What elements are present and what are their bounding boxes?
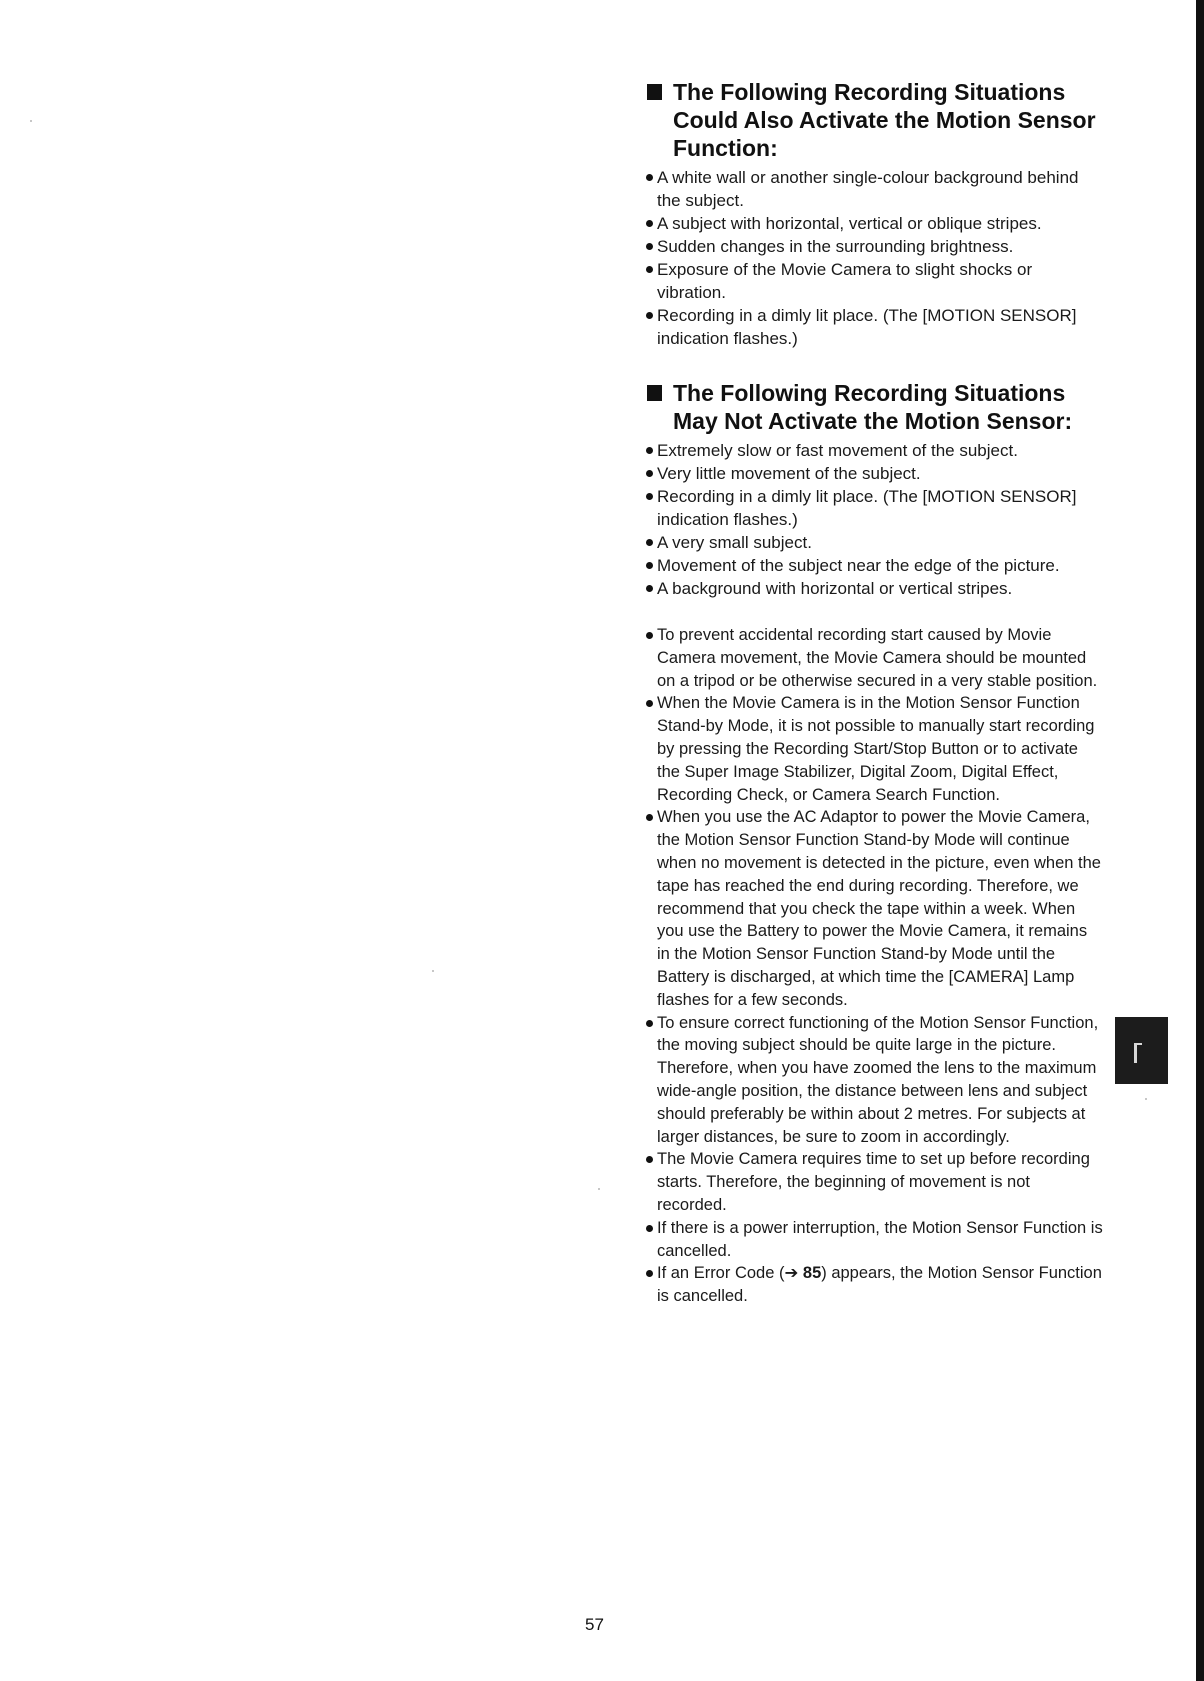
section-heading-text: The Following Recording Situations May Not Activate the Motion Sensor: [673, 380, 1073, 434]
bullet-icon [646, 266, 653, 273]
bullet-icon [646, 814, 653, 821]
error-code-suffix: ) appears, the Motion Sensor Function is cancelled. [657, 1264, 1102, 1306]
tab-marker-icon [1134, 1043, 1137, 1063]
bullet-icon [646, 539, 653, 546]
arrow-right-icon: ➔ [784, 1264, 799, 1283]
list-item [644, 554, 1104, 577]
may-not-activate-list [644, 439, 1104, 600]
list-item-text: Extremely slow or fast movement of the subject. [657, 441, 1018, 460]
list-item-text: When the Movie Camera is in the Motion Sensor Function Stand-by Mode, it is not possible to manually start recording by pressing the Recording Start/Stop Button or to activate the Super Image Stabilizer, Digital Zoom, Digital Effect, Recording Check, or Camera Search Function. [657, 694, 1095, 804]
list-item [644, 304, 1104, 350]
bullet-icon [646, 493, 653, 500]
page-content [644, 78, 1104, 1308]
list-item [644, 258, 1104, 304]
bullet-icon [646, 220, 653, 227]
list-item [644, 577, 1104, 600]
section-could-activate [644, 78, 1104, 350]
bullet-icon [646, 174, 653, 181]
list-item-text: Recording in a dimly lit place. (The [MOTION SENSOR] indication flashes.) [657, 306, 1077, 348]
list-item [644, 1012, 1104, 1149]
bullet-icon [646, 585, 653, 592]
list-item-text: Recording in a dimly lit place. (The [MOTION SENSOR] indication flashes.) [657, 487, 1077, 529]
page-number: 57 [585, 1615, 604, 1634]
list-item-text: Very little movement of the subject. [657, 464, 921, 483]
bullet-icon [646, 700, 653, 707]
black-square-icon [647, 385, 662, 401]
list-item [644, 806, 1104, 1011]
bullet-icon [646, 1156, 653, 1163]
list-item [644, 485, 1104, 531]
scan-speck [1145, 1098, 1147, 1100]
list-item [644, 462, 1104, 485]
bullet-icon [646, 470, 653, 477]
list-item [644, 1148, 1104, 1216]
error-code-prefix: If an Error Code ( [657, 1264, 785, 1283]
list-item-text: A background with horizontal or vertical stripes. [657, 579, 1013, 598]
list-item-text: A subject with horizontal, vertical or oblique stripes. [657, 214, 1042, 233]
notes-list [644, 624, 1104, 1308]
list-item [644, 692, 1104, 806]
list-item-text: Movement of the subject near the edge of the picture. [657, 556, 1060, 575]
section-heading-could-activate [644, 78, 1104, 162]
black-square-icon [647, 84, 662, 100]
section-may-not-activate [644, 379, 1104, 600]
list-item-text: A very small subject. [657, 533, 812, 552]
page-edge-shadow [1196, 0, 1204, 1681]
scan-speck [598, 1188, 600, 1190]
list-item-text: To ensure correct functioning of the Motion Sensor Function, the moving subject should be quite large in the picture. Therefore, when you have zoomed the lens to the maximum wide-angle position, the distance between lens and subject should preferably be within about 2 metres. For subjects at larger distances, be sure to zoom in accordingly. [657, 1013, 1099, 1146]
bullet-icon [646, 1020, 653, 1027]
list-item [644, 212, 1104, 235]
list-item-text: If there is a power interruption, the Motion Sensor Function is cancelled. [657, 1218, 1103, 1260]
list-item-error-code [644, 1262, 1104, 1308]
section-heading-may-not-activate [644, 379, 1104, 435]
list-item [644, 1217, 1104, 1263]
bullet-icon [646, 1270, 653, 1277]
list-item [644, 166, 1104, 212]
scan-speck [432, 970, 434, 972]
list-item [644, 235, 1104, 258]
could-activate-list [644, 166, 1104, 350]
list-item-text: Exposure of the Movie Camera to slight shocks or vibration. [657, 260, 1033, 302]
bullet-icon [646, 632, 653, 639]
list-item-text: A white wall or another single-colour background behind the subject. [657, 168, 1079, 210]
section-heading-text: The Following Recording Situations Could Also Activate the Motion Sensor Function: [673, 79, 1096, 161]
bullet-icon [646, 312, 653, 319]
notes-section [644, 624, 1104, 1308]
list-item-text: The Movie Camera requires time to set up before recording starts. Therefore, the beginning of movement is not recorded. [657, 1150, 1090, 1214]
bullet-icon [646, 447, 653, 454]
list-item [644, 624, 1104, 692]
scan-speck [30, 120, 32, 122]
chapter-thumb-tab [1115, 1017, 1168, 1084]
bullet-icon [646, 1225, 653, 1232]
list-item [644, 531, 1104, 554]
bullet-icon [646, 562, 653, 569]
list-item-text: To prevent accidental recording start caused by Movie Camera movement, the Movie Camera should be mounted on a tripod or be otherwise secured in a very stable position. [657, 626, 1098, 690]
list-item [644, 439, 1104, 462]
list-item-text: Sudden changes in the surrounding brightness. [657, 237, 1014, 256]
list-item-text: When you use the AC Adaptor to power the Movie Camera, the Motion Sensor Function Stand-by Mode will continue when no movement is detected in the picture, even when the tape has reached the end during recording. Therefore, we recommend that you check the tape within a week. When you use the Battery to power the Movie Camera, it remains in the Motion Sensor Function Stand-by Mode until the Battery is discharged, at which time the [CAMERA] Lamp flashes for a few seconds. [657, 808, 1101, 1009]
page-reference-link[interactable]: 85 [802, 1264, 822, 1283]
bullet-icon [646, 243, 653, 250]
